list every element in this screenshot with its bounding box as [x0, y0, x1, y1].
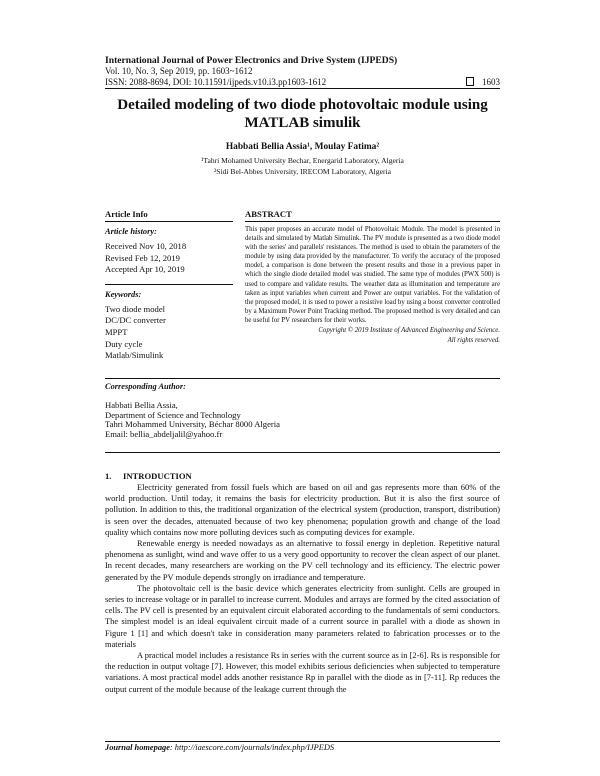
corresponding-heading: Corresponding Author:	[105, 382, 186, 391]
section-number: 1.	[105, 471, 112, 481]
history-heading: Article history:	[105, 227, 157, 236]
page-number: 1603	[482, 76, 500, 87]
journal-name: International Journal of Power Electronics and Drive System (IJPEDS)	[105, 55, 398, 66]
corresponding-bottom-rule	[105, 452, 500, 453]
keyword-item: MPPT	[105, 326, 128, 337]
copyright-line-2: All rights reserved.	[447, 337, 500, 345]
abstract-heading: ABSTRACT	[245, 209, 500, 222]
copyright-line-1: Copyright © 2019 Institute of Advanced Engineering and Science.	[318, 327, 500, 335]
issn-line: ISSN: 2088-8694, DOI: 10.11591/ijpeds.v10.i3.pp1603-1612	[105, 76, 327, 87]
paper-title	[105, 96, 500, 132]
section-title: INTRODUCTION	[123, 471, 192, 481]
author-names: Habbati Bellia Assia¹, Moulay Fatima²	[225, 142, 380, 152]
page-footer	[105, 743, 334, 752]
keyword-item: Duty cycle	[105, 338, 143, 349]
header-rule	[105, 88, 500, 89]
accepted-date: Accepted Apr 10, 2019	[105, 264, 185, 275]
title-line-2: MATLAB simulik	[244, 115, 361, 131]
square-box-icon	[466, 77, 474, 86]
revised-date: Revised Feb 12, 2019	[105, 252, 180, 263]
keywords-heading: Keywords:	[105, 289, 142, 299]
article-info-column	[105, 209, 233, 362]
article-info-heading: Article Info	[105, 209, 233, 222]
corresponding-author-block	[105, 382, 500, 439]
intro-paragraph-4: A practical model includes a resistance Rs in series with the current source as in [2-6]. Rs is responsible for the reduction in output voltage [7]. However, this model exhibits serious deficiencies when subjected to temperature variations. A most practical model adds another resistance Rp in parallel with the diode as in [7-11]. Rp reduces the output current of the module because of the leakage current through the	[105, 650, 500, 694]
author-department: Department of Science and Technology	[105, 409, 241, 420]
abstract-column	[245, 209, 500, 345]
issn-row	[105, 77, 500, 88]
abstract-bottom-rule	[105, 378, 500, 379]
keyword-item: Two diode model	[105, 303, 166, 314]
info-divider	[105, 284, 233, 285]
keyword-item: Matlab/Simulink	[105, 350, 164, 361]
affiliation-2: ²Sidi Bel-Abbes University, IRECOM Laboratory, Algeria	[214, 167, 391, 176]
abstract-text: This paper proposes an accurate model of Photovoltaic Module. The model is presented in details and simulated by Matlab Simulink. The PV module is presented as a two diode model with the series' and parallels' resistances. The method is used to obtain the parameters of the module by using data provided by the manufacturer. To verify the accuracy of the proposed model, a comparison is done between the present results and those in a previous paper in which the single diode detailed model was studied. The same type of modules (PWX 500) is used to compare and validate results. The weather data as illumination and temperature are taken as input variables when current and Power are output variables. For the validation of the proposed model, it is used to power a resistive load by using a boost converter controlled by a Maximum Power Point Tracking method. The proposed method is very detailed and can be useful for PV researchers for their works.	[245, 226, 500, 324]
volume-line: Vol. 10, No. 3, Sep 2019, pp. 1603~1612	[105, 66, 253, 76]
author-email[interactable]: Email: bellia_abdeljalil@yahoo.fr	[105, 428, 223, 439]
footer-rule	[105, 741, 500, 742]
footer-label: Journal homepage	[105, 743, 170, 752]
intro-paragraph-1: Electricity generated from fossil fuels which are based on oil and gas represents more than 60% of the world production. Until today, it remains the basis for electricity production. But it is also the first source of pollution. In addition to this, the traditional organization of the electrical system (production, transport, distribution) is seen over the decades, attenuated because of two key phenomena; population growth and change of the load quality which contains now more polluting devices such as computing devices for example.	[105, 482, 500, 537]
author-university: Tahri Mohammed University, Béchar 8000 Algeria	[105, 419, 280, 430]
intro-paragraph-2: Renewable energy is needed nowadays as an alternative to fossil energy in depletion. Repetitive natural phenomena as sunlight, wind and wave offer to us a very good opportunity to recover the clean aspect of our planet. In recent decades, many researchers are working on the PV cell technology and its efficiency. The electric power generated by the PV module depends strongly on irradiance and temperature.	[105, 538, 500, 582]
author-name: Habbati Bellia Assia,	[105, 400, 178, 410]
introduction-heading	[105, 471, 500, 481]
intro-paragraph-3: The photovoltaic cell is the basic device which generates electricity from sunlight. Cells are grouped in series to increase voltage or in parallel to increase current. Modules and arrays are formed by the cited association of cells. The PV cell is presented by an equivalent circuit elaborated according to the fundamentals of semi conductors. The simplest model is an ideal equivalent circuit made of a current source in parallel with a diode as shown in Figure 1 [1] and which doesn't take in consideration many parameters related to fabrication processes or to the materials	[105, 582, 500, 649]
introduction-section	[105, 471, 500, 695]
affiliation-1: ¹Tahri Mohamed University Bechar, Energarid Laboratory, Algeria	[201, 156, 404, 165]
title-line-1: Detailed modeling of two diode photovoltaic module using	[117, 97, 488, 113]
keyword-item: DC/DC converter	[105, 315, 166, 326]
footer-url[interactable]: : http://iaescore.com/journals/index.php/IJPEDS	[169, 743, 335, 752]
page-marker	[466, 77, 500, 88]
journal-header	[105, 55, 500, 87]
received-date: Received Nov 10, 2018	[105, 241, 187, 251]
